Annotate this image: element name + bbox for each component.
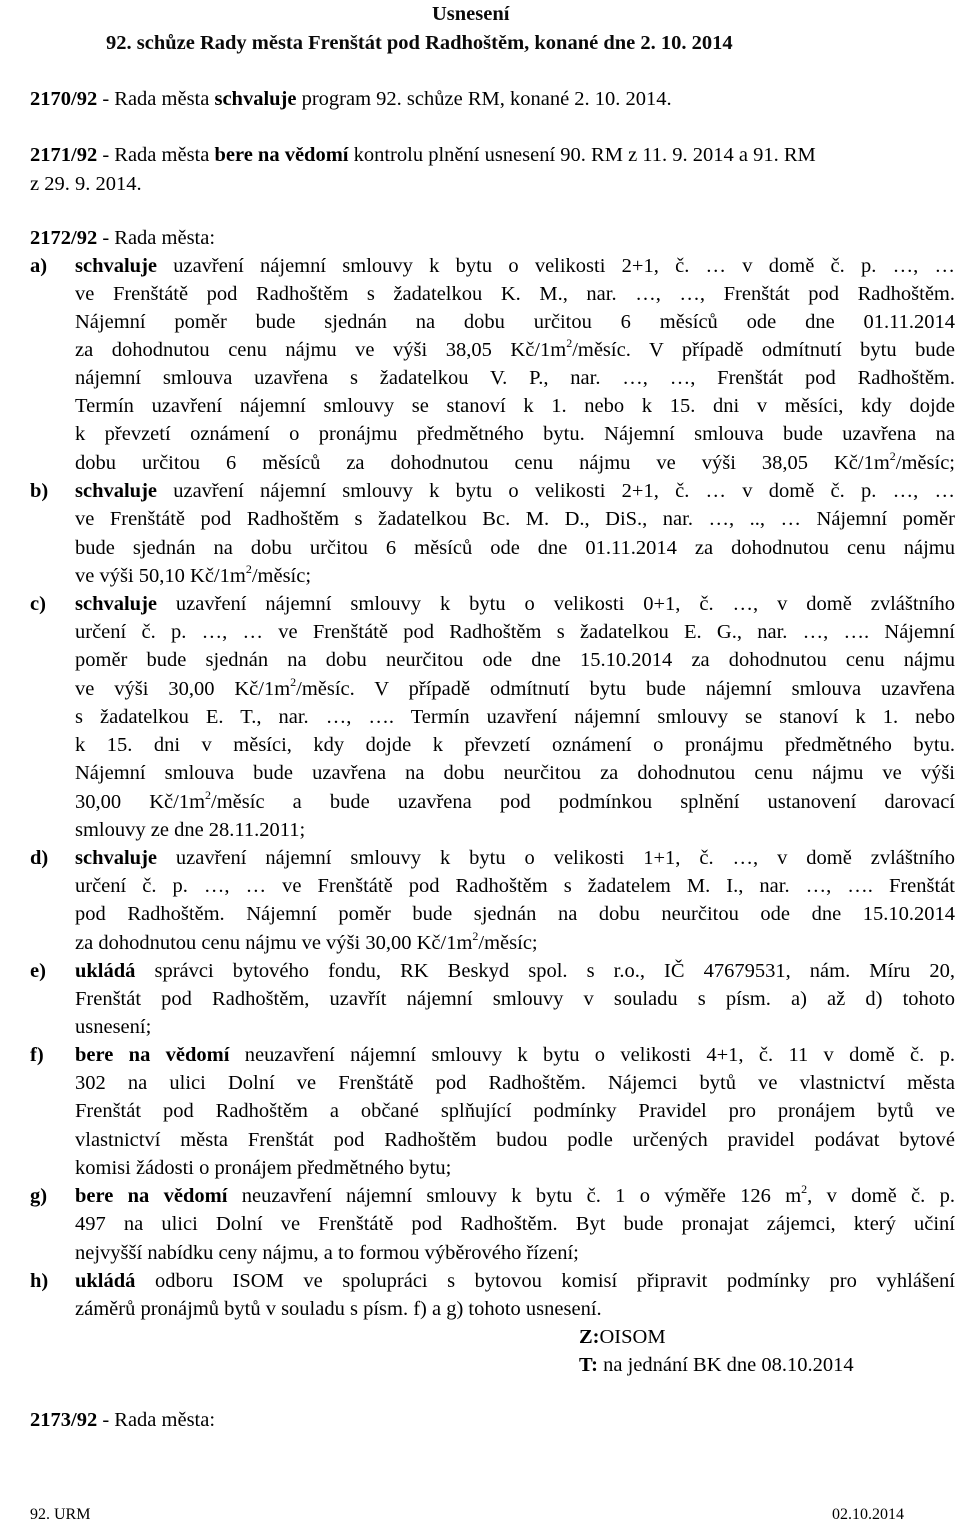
resolution-2171 xyxy=(30,143,816,167)
item-h-line-1 xyxy=(75,1269,955,1293)
resolution-prefix: - Rada města xyxy=(97,88,215,110)
resolution-intro: - Rada města: xyxy=(97,227,216,249)
superscript: 2 xyxy=(801,1182,808,1197)
item-text: uzavření nájemní smlouvy k bytu o velikosti 2+1, č. … v domě č. p. …, … xyxy=(157,255,955,277)
superscript: 2 xyxy=(205,788,212,803)
deadline-label: T: xyxy=(579,1354,598,1376)
footer-left: 92. URM xyxy=(30,1506,91,1523)
item-a-line-1 xyxy=(75,254,955,278)
item-c-line-6: k 15. dni v měsíci, kdy dojde k převzetí oznámení o pronájmu předmětného bytu. xyxy=(75,734,955,756)
item-c-line-2: určení č. p. …, … ve Frenštátě pod Radhoštěm s žadatelkou E. G., nar. …, …. Nájemní xyxy=(75,621,955,643)
superscript: 2 xyxy=(566,336,573,351)
item-d-line-3: pod Radhoštěm. Nájemní poměr bude sjednán na dobu neurčitou ode dne 15.10.2014 xyxy=(75,903,955,925)
item-text: ve výši 50,10 Kč/1m xyxy=(75,565,246,587)
item-text: neuzavření nájemní smlouvy k bytu o velikosti 4+1, č. 11 v domě č. p. xyxy=(229,1044,955,1066)
item-e-line-2: Frenštát pod Radhoštěm, uzavřít nájemní smlouvy v souladu s písm. a) až d) tohoto xyxy=(75,988,955,1010)
resolution-text: kontrolu plnění usnesení 90. RM z 11. 9. 2014 a 91. RM xyxy=(348,144,816,166)
item-a-line-4 xyxy=(75,338,955,362)
resolution-verb: bere na vědomí xyxy=(214,144,349,166)
item-verb: bere na vědomí xyxy=(75,1185,228,1207)
item-label-b: b) xyxy=(30,480,49,502)
item-f-line-5: komisi žádosti o pronájem předmětného bytu; xyxy=(75,1157,452,1179)
item-label-h: h) xyxy=(30,1270,49,1292)
item-d-line-1 xyxy=(75,846,955,870)
resolution-number: 2173/92 xyxy=(30,1409,98,1431)
item-h-line-2: záměrů pronájmů bytů v souladu s písm. f) a g) tohoto usnesení. xyxy=(75,1298,602,1320)
item-verb: ukládá xyxy=(75,1270,136,1292)
resolution-text: program 92. schůze RM, konané 2. 10. 2014. xyxy=(296,88,672,110)
item-text: /měsíc; xyxy=(478,932,538,954)
item-a-line-8 xyxy=(75,451,955,475)
item-f-line-3: Frenštát pod Radhoštěm a občané splňující podmínky Pravidel pro pronájem bytů ve xyxy=(75,1100,955,1122)
item-label-d: d) xyxy=(30,847,49,869)
item-a-line-3: Nájemní poměr bude sjednán na dobu určitou 6 měsíců ode dne 01.11.2014 xyxy=(75,311,955,333)
item-text: /měsíc. V případě odmítnutí bytu bude xyxy=(572,339,955,361)
resolution-number: 2172/92 xyxy=(30,227,98,249)
item-text: za dohodnutou cenu nájmu ve výši 38,05 Kč/1m xyxy=(75,339,567,361)
superscript: 2 xyxy=(245,562,252,577)
resolution-number: 2171/92 xyxy=(30,144,98,166)
item-c-line-7: Nájemní smlouva bude uzavřena na dobu neurčitou za dohodnutou cenu nájmu ve výši xyxy=(75,762,955,784)
responsible-line xyxy=(579,1325,666,1349)
item-text: /měsíc. V případě odmítnutí bytu bude nájemní smlouva uzavřena xyxy=(296,678,955,700)
resolution-2170 xyxy=(30,87,672,111)
item-text: /měsíc; xyxy=(895,452,955,474)
item-a-line-7: k převzetí oznámení o pronájmu předmětného bytu. Nájemní smlouva bude uzavřena na xyxy=(75,423,955,445)
superscript: 2 xyxy=(889,449,896,464)
item-c-line-1 xyxy=(75,592,955,616)
item-text: /měsíc a bude uzavřena pod podmínkou splnění ustanovení darovací xyxy=(211,791,955,813)
item-a-line-5: nájemní smlouva uzavřena s žadatelkou V. P., nar. …, …, Frenštát pod Radhoštěm. xyxy=(75,367,955,389)
item-text: dobu určitou 6 měsíců za dohodnutou cenu nájmu ve výši 38,05 Kč/1m xyxy=(75,452,890,474)
item-text: /měsíc; xyxy=(251,565,312,587)
item-c-line-9: smlouvy ze dne 28.11.2011; xyxy=(75,819,306,841)
deadline-value: na jednání BK dne 08.10.2014 xyxy=(597,1354,854,1376)
responsible-value: OISOM xyxy=(599,1326,666,1348)
item-f-line-4: vlastnictví města Frenštát pod Radhoštěm budou podle určených pravidel podávat bytové xyxy=(75,1129,955,1151)
item-c-line-8 xyxy=(75,790,955,814)
resolution-prefix: - Rada města xyxy=(97,144,215,166)
superscript: 2 xyxy=(472,929,479,944)
item-label-f: f) xyxy=(30,1044,44,1066)
item-text: za dohodnutou cenu nájmu ve výši 30,00 Kč/1m xyxy=(75,932,473,954)
item-text: uzavření nájemní smlouvy k bytu o velikosti 0+1, č. …, v domě zvláštního xyxy=(157,593,955,615)
document-title: Usnesení xyxy=(432,3,510,25)
item-text: uzavření nájemní smlouvy k bytu o velikosti 1+1, č. …, v domě zvláštního xyxy=(157,847,955,869)
item-e-line-3: usnesení; xyxy=(75,1016,152,1038)
item-label-a: a) xyxy=(30,255,48,277)
resolution-number: 2170/92 xyxy=(30,88,98,110)
item-d-line-2: určení č. p. …, … ve Frenštátě pod Radhoštěm s žadatelem M. I., nar. …, …. Frenštát xyxy=(75,875,955,897)
resolution-text-line: z 29. 9. 2014. xyxy=(30,173,142,195)
item-verb: ukládá xyxy=(75,960,136,982)
deadline-line xyxy=(579,1353,854,1377)
item-f-line-2: 302 na ulici Dolní ve Frenštátě pod Radhoštěm. Nájemci bytů ve vlastnictví města xyxy=(75,1072,955,1094)
item-a-line-6: Termín uzavření nájemní smlouvy se stanoví k 1. nebo k 15. dni v měsíci, kdy dojde xyxy=(75,395,955,417)
item-text: neuzavření nájemní smlouvy k bytu č. 1 o výměře 126 m xyxy=(227,1185,802,1207)
item-text: uzavření nájemní smlouvy k bytu o velikosti 2+1, č. … v domě č. p. …, … xyxy=(157,480,955,502)
resolution-verb: schvaluje xyxy=(214,88,297,110)
item-text: 30,00 Kč/1m xyxy=(75,791,206,813)
item-text: správci bytového fondu, RK Beskyd spol. s r.o., IČ 47679531, nám. Míru 20, xyxy=(135,960,955,982)
item-f-line-1 xyxy=(75,1043,955,1067)
resolution-2172 xyxy=(30,226,215,250)
resolution-intro: - Rada města: xyxy=(97,1409,216,1431)
item-text: ve výši 30,00 Kč/1m xyxy=(75,678,291,700)
item-b-line-4 xyxy=(75,564,311,588)
superscript: 2 xyxy=(290,675,297,690)
footer-date: 02.10.2014 xyxy=(832,1506,904,1523)
item-b-line-3: bude sjednán na dobu určitou 6 měsíců ode dne 01.11.2014 za dohodnutou cenu nájmu xyxy=(75,537,955,559)
item-g-line-2: 497 na ulici Dolní ve Frenštátě pod Radhoštěm. Byt bude pronajat zájemci, který učiní xyxy=(75,1213,955,1235)
item-c-line-5: s žadatelkou E. T., nar. …, …. Termín uzavření nájemní smlouvy se stanoví k 1. nebo xyxy=(75,706,955,728)
item-e-line-1 xyxy=(75,959,955,983)
item-g-line-1 xyxy=(75,1184,955,1208)
item-c-line-4 xyxy=(75,677,955,701)
item-verb: schvaluje xyxy=(75,847,157,869)
document-subtitle: 92. schůze Rady města Frenštát pod Radhoštěm, konané dne 2. 10. 2014 xyxy=(106,32,733,54)
item-g-line-3: nejvyšší nabídku ceny nájmu, a to formou výběrového řízení; xyxy=(75,1242,579,1264)
item-d-line-4 xyxy=(75,931,538,955)
item-label-c: c) xyxy=(30,593,46,615)
responsible-label: Z: xyxy=(579,1326,600,1348)
item-label-e: e) xyxy=(30,960,46,982)
item-text: , v domě č. p. xyxy=(807,1185,955,1207)
item-verb: schvaluje xyxy=(75,255,157,277)
item-a-line-2: ve Frenštátě pod Radhoštěm s žadatelkou K. M., nar. …, …, Frenštát pod Radhoštěm. xyxy=(75,283,955,305)
resolution-2173 xyxy=(30,1408,215,1432)
item-label-g: g) xyxy=(30,1185,48,1207)
item-verb: schvaluje xyxy=(75,480,157,502)
item-b-line-1 xyxy=(75,479,955,503)
item-c-line-3: poměr bude sjednán na dobu neurčitou ode dne 15.10.2014 za dohodnutou cenu nájmu xyxy=(75,649,955,671)
item-verb: bere na vědomí xyxy=(75,1044,230,1066)
item-text: odboru ISOM ve spolupráci s bytovou komisí připravit podmínky pro vyhlášení xyxy=(135,1270,955,1292)
item-b-line-2: ve Frenštátě pod Radhoštěm s žadatelkou Bc. M. D., DiS., nar. …, .., … Nájemní poměr xyxy=(75,508,955,530)
item-verb: schvaluje xyxy=(75,593,157,615)
